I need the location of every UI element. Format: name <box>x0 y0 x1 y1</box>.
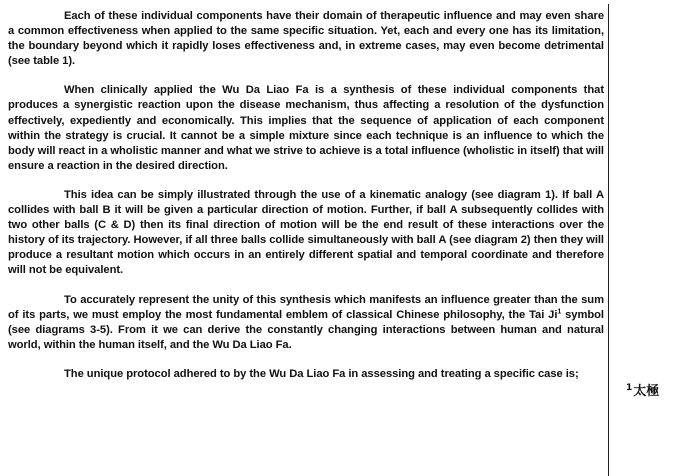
paragraph-unique-protocol: The unique protocol adhered to by the Wu Da Liao Fa in assessing and treating a specific case is; <box>64 367 579 380</box>
margin-footnote-chinese-text: 太極 <box>633 384 660 399</box>
tai-ji-text-after: symbol (see diagrams 3-5). From it we can derive the constantly changing interactions between human and natural world, within the human itself, and the Wu Da Liao Fa. <box>8 308 604 351</box>
paragraph-tai-ji-emblem <box>8 293 604 353</box>
tai-ji-text-before: To accurately represent the unity of this synthesis which manifests an influence greater than the sum of its parts, we must employ the most fundamental emblem of classical Chinese philosophy, the Tai Ji <box>8 293 604 321</box>
body-text-column <box>8 9 604 397</box>
margin-footnote-marker: 1 <box>626 382 633 393</box>
margin-footnote <box>626 380 659 399</box>
paragraph-kinematic-analogy: This idea can be simply illustrated through the use of a kinematic analogy (see diagram 1). If ball A collides with ball B it will be given a particular direction of motion. Further, if ball A subsequently collides with two other balls (C & D) then its final direction of motion will be the end result of these interactions over the history of its trajectory. However, if all three balls collide simultaneously with ball A (see diagram 2) then they will produce a resultant motion which occurs in an entirely different spatial and temporal coordinate and therefore will not be equivalent. <box>8 188 604 277</box>
paragraph-wu-da-liao-fa-synthesis: When clinically applied the Wu Da Liao Fa is a synthesis of these individual components that produces a synergistic reaction upon the disease mechanism, thus affecting a resolution of the dysfunction effectively, expediently and economically. This implies that the sequence of application of each component within the strategy is crucial. It cannot be a simple mixture since each technique is an influence to which the body will react in a wholistic manner and what we strive to achieve is a total influence (wholistic in itself) that will ensure a reaction in the desired direction. <box>8 84 604 172</box>
footnote-marker: 1 <box>557 307 562 315</box>
margin-divider-line <box>608 4 609 476</box>
paragraph-components-limitation: Each of these individual components have their domain of therapeutic influence and may even share a common effectiveness when applied to the same specific situation. Yet, each and every one has its limitation, the boundary beyond which it rapidly loses effectiveness and, in extreme cases, may even become detrimental (see table 1). <box>8 10 604 68</box>
